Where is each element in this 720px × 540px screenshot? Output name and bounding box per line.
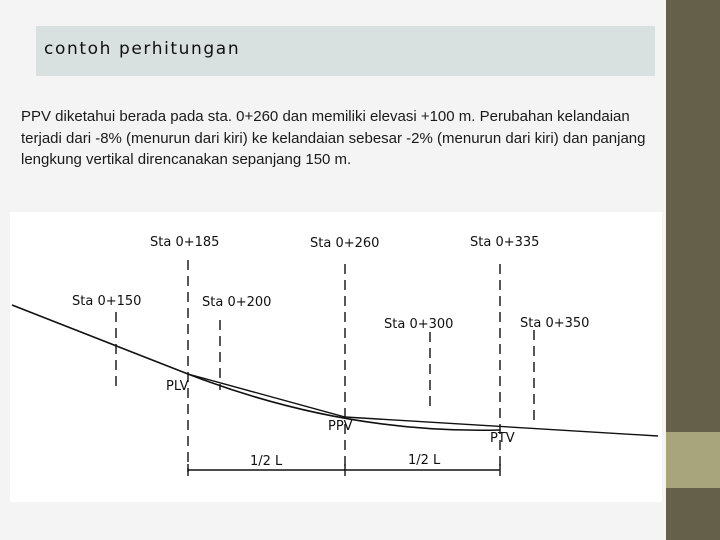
label-sta-150: Sta 0+150 bbox=[72, 294, 142, 309]
sidebar-accent-light bbox=[666, 432, 720, 488]
label-half-length-right: 1/2 L bbox=[408, 453, 441, 468]
slide-title: contoh perhitungan bbox=[44, 39, 241, 59]
profile-line-lower bbox=[188, 374, 658, 436]
sidebar-accent-bottom bbox=[666, 488, 720, 540]
vertical-curve-diagram bbox=[10, 212, 662, 502]
vertical-curve-figure bbox=[10, 212, 662, 502]
label-sta-350: Sta 0+350 bbox=[520, 316, 590, 331]
problem-paragraph: PPV diketahui berada pada sta. 0+260 dan memiliki elevasi +100 m. Perubahan kelandaian terjadi dari -8% (menurun dari kiri) ke kelandaian sebesar -2% (menurun dari kiri) dan panjang lengkung vertikal direncanakan sepanjang 150 m. bbox=[21, 108, 646, 168]
label-sta-185: Sta 0+185 bbox=[150, 235, 220, 250]
label-sta-300: Sta 0+300 bbox=[384, 317, 454, 332]
label-sta-260: Sta 0+260 bbox=[310, 236, 380, 251]
label-half-length-left: 1/2 L bbox=[250, 454, 283, 469]
title-band bbox=[36, 26, 655, 76]
sidebar-accent-dark bbox=[666, 0, 720, 432]
label-sta-335: Sta 0+335 bbox=[470, 235, 540, 250]
label-plv: PLV bbox=[166, 379, 189, 394]
label-sta-200: Sta 0+200 bbox=[202, 295, 272, 310]
label-ptv: PTV bbox=[490, 431, 515, 446]
label-ppv: PPV bbox=[328, 419, 353, 434]
